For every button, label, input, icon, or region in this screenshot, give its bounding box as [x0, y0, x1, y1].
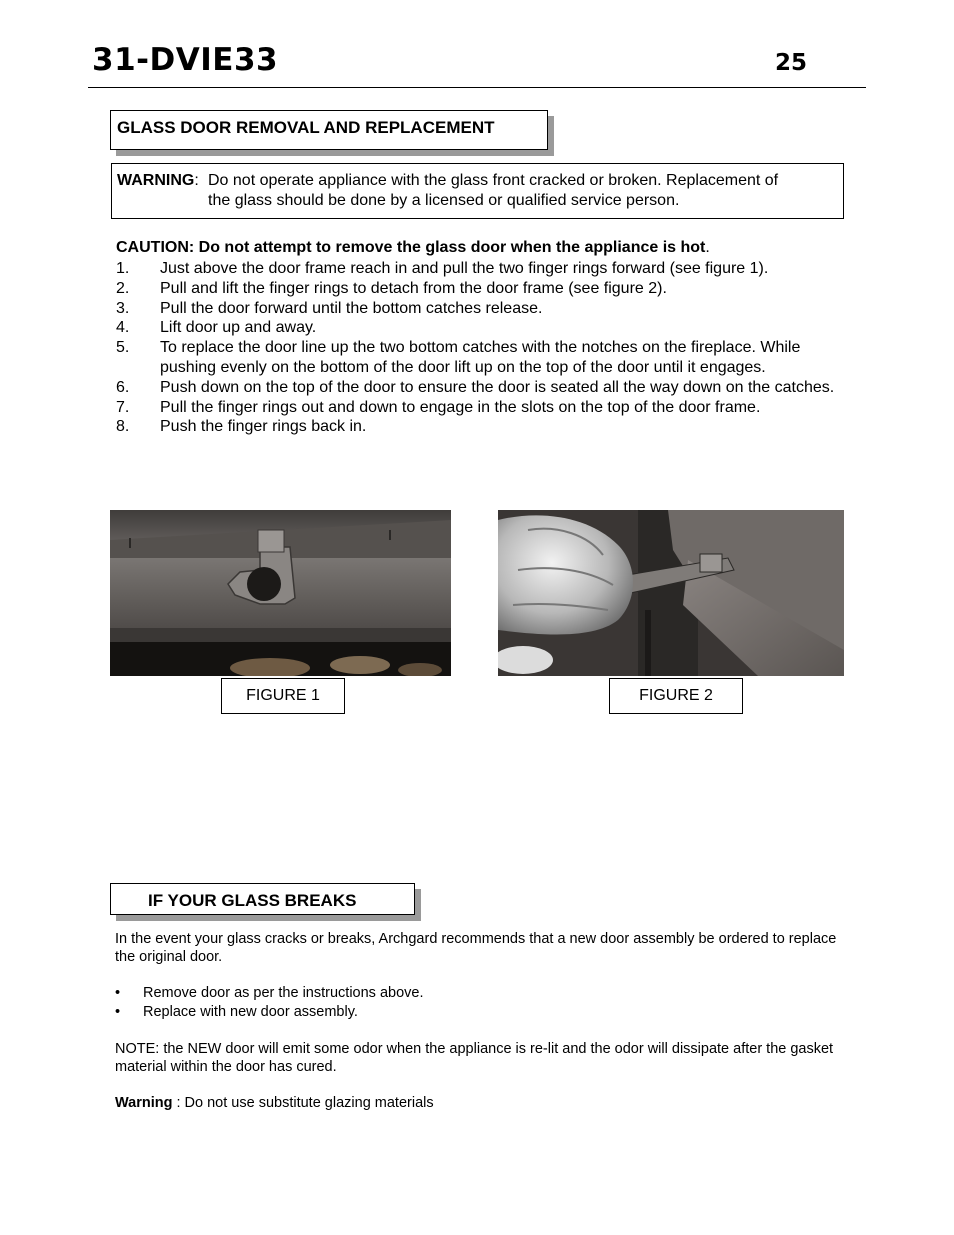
bullet-text: Remove door as per the instructions above.	[143, 985, 424, 1001]
glazing-warning	[115, 1094, 434, 1112]
bullet-icon: •	[115, 1004, 121, 1020]
figure1-photo	[110, 510, 451, 676]
warning-text-line2: the glass should be done by a licensed or qualified service person.	[208, 192, 680, 209]
list-item	[116, 378, 836, 398]
step-number: 5.	[116, 339, 130, 357]
figure1-illustration	[110, 510, 451, 676]
list-item	[116, 318, 836, 338]
step-number: 4.	[116, 319, 130, 337]
list-item	[116, 398, 836, 418]
step-number: 3.	[116, 299, 130, 317]
bullet-icon: •	[115, 985, 121, 1001]
step-number: 6.	[116, 378, 130, 396]
bullet-text: Replace with new door assembly.	[143, 1004, 358, 1020]
step-text: To replace the door line up the two bottom catches with the notches on the fireplace. While pushing evenly on the bottom of the door lift up on the top of the door until it engages.	[160, 339, 801, 376]
page-title: 31-DVIE33	[92, 42, 279, 78]
warning-box	[111, 163, 844, 219]
step-text: Push down on the top of the door to ensure the door is seated all the way down on the catches.	[160, 378, 835, 396]
step-text: Pull the door forward until the bottom catches release.	[160, 299, 543, 317]
header-rule	[88, 87, 866, 88]
warning-label-wrap: WARNING:	[117, 172, 199, 189]
figure1-caption: FIGURE 1	[221, 678, 345, 714]
glass-breaks-paragraph: In the event your glass cracks or breaks, Archgard recommends that a new door assembly be ordered to replace the original door.	[115, 931, 837, 965]
step-number: 7.	[116, 398, 130, 416]
list-item	[116, 279, 836, 299]
step-number: 8.	[116, 418, 130, 436]
step-text: Just above the door frame reach in and pull the two finger rings forward (see figure 1).	[160, 260, 769, 277]
section-heading-text: IF YOUR GLASS BREAKS	[148, 891, 357, 910]
section-heading-glass-breaks	[110, 883, 415, 915]
list-item	[116, 338, 836, 378]
step-number: 1.	[116, 260, 130, 277]
section-heading-glass-door	[110, 110, 548, 150]
odor-note: NOTE: the NEW door will emit some odor when the appliance is re-lit and the odor will dissipate after the gasket material within the door has cured.	[115, 1041, 834, 1075]
step-text: Pull and lift the finger rings to detach from the door frame (see figure 2).	[160, 279, 667, 297]
figure2-illustration	[498, 510, 844, 676]
caution-line	[116, 239, 710, 257]
page-number: 25	[775, 50, 808, 76]
caution-text: CAUTION: Do not attempt to remove the glass door when the appliance is hot	[116, 239, 706, 256]
figure2-caption: FIGURE 2	[609, 678, 743, 714]
step-text: Lift door up and away.	[160, 319, 317, 337]
glazing-warning-label: Warning	[115, 1095, 173, 1111]
step-number: 2.	[116, 279, 130, 297]
list-item	[116, 259, 836, 279]
section-heading-text: GLASS DOOR REMOVAL AND REPLACEMENT	[117, 118, 495, 137]
list-item	[116, 299, 836, 319]
figure2-photo	[498, 510, 844, 676]
step-text: Pull the finger rings out and down to engage in the slots on the top of the door frame.	[160, 398, 761, 416]
glazing-warning-text: : Do not use substitute glazing materials	[172, 1095, 434, 1111]
caution-end: .	[705, 239, 710, 256]
steps-list	[116, 259, 836, 437]
list-item	[116, 417, 836, 437]
warning-label: WARNING	[117, 172, 195, 189]
warning-text-line1: Do not operate appliance with the glass front cracked or broken. Replacement of	[208, 172, 779, 189]
step-text: Push the finger rings back in.	[160, 418, 367, 436]
